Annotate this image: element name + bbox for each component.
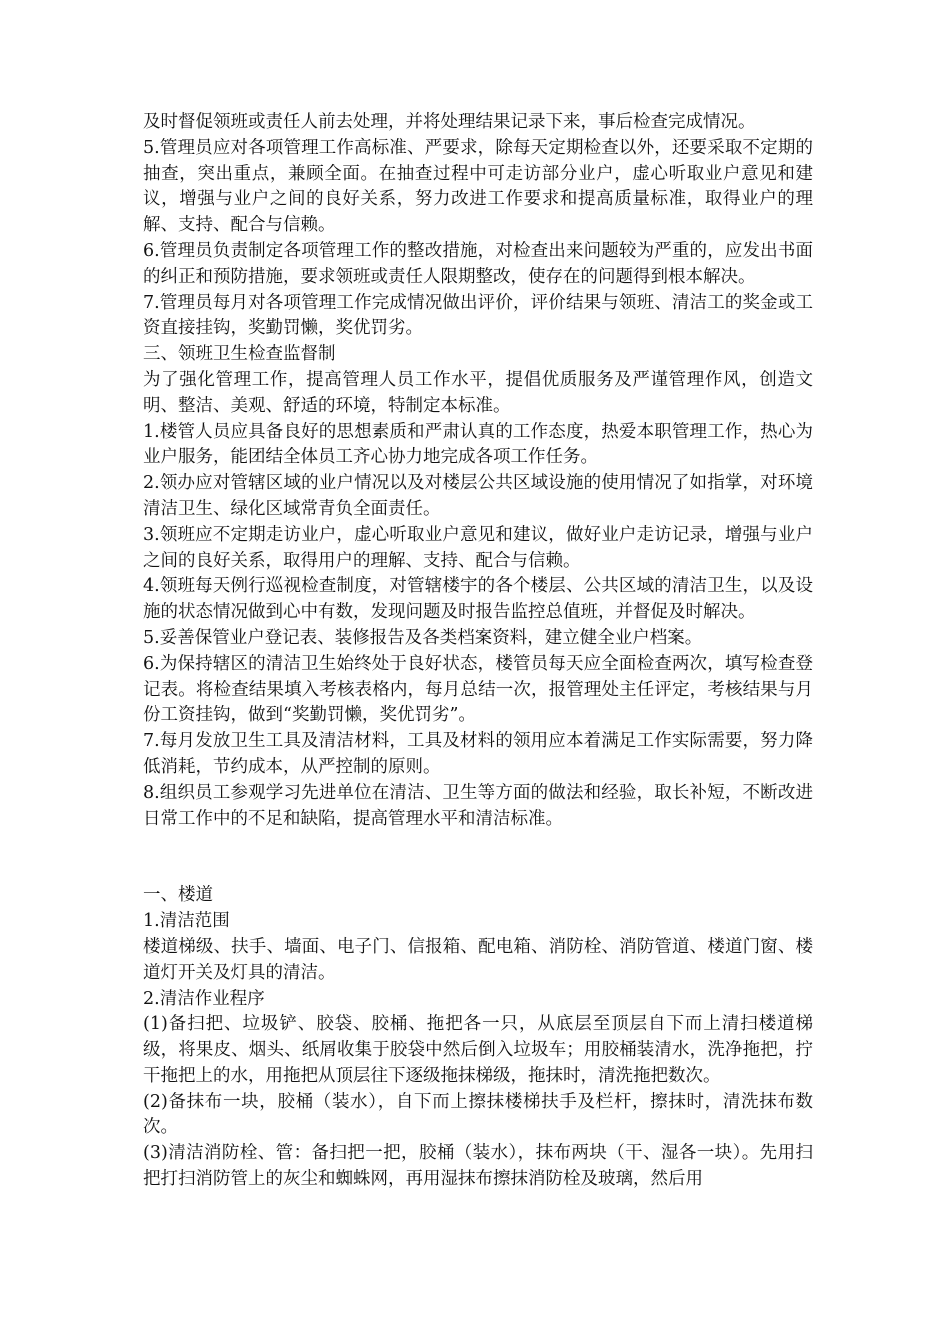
subheading: 2.清洁作业程序 xyxy=(143,988,265,1009)
paragraph: 楼道梯级、扶手、墙面、电子门、信报箱、配电箱、消防栓、消防管道、楼道门窗、楼道灯开关及灯具的清洁。 xyxy=(143,936,813,983)
paragraph: 及时督促领班或责任人前去处理，并将处理结果记录下来，事后检查完成情况。 xyxy=(143,112,756,132)
section-heading: 一、楼道 xyxy=(143,885,213,906)
paragraph: 8.组织员工参观学习先进单位在清洁、卫生等方面的做法和经验，取长补短，不断改进日常工作中的不足和缺陷，提高管理水平和清洁标准。 xyxy=(143,782,813,829)
paragraph: 4.领班每天例行巡视检查制度，对管辖楼宇的各个楼层、公共区域的清洁卫生，以及设施的状态情况做到心中有数，发现问题及时报告监控总值班，并督促及时解决。 xyxy=(143,576,813,623)
paragraph: 2.领办应对管辖区域的业户情况以及对楼层公共区域设施的使用情况了如指掌，对环境清洁卫生、绿化区域常青负全面责任。 xyxy=(143,473,813,519)
paragraph: 为了强化管理工作，提高管理人员工作水平，提倡优质服务及严谨管理作风，创造文明、整洁、美观、舒适的环境，特制定本标准。 xyxy=(143,369,813,416)
blank-line-spacer xyxy=(143,832,813,883)
paragraph: (3)清洁消防栓、管：备扫把一把，胶桶（装水），抹布两块（干、湿各一块）。先用扫把打扫消防管上的灰尘和蜘蛛网，再用湿抹布擦抹消防栓及玻璃，然后用 xyxy=(143,1143,813,1190)
subheading: 1.清洁范围 xyxy=(143,911,230,932)
paragraph: 6.为保持辖区的清洁卫生始终处于良好状态，楼管员每天应全面检查两次，填写检查登记表。将检查结果填入考核表格内，每月总结一次，报管理处主任评定，考核结果与月份工资挂钩，做到“奖勤罚懒，奖优罚劣”。 xyxy=(143,653,813,726)
paragraph: 5.妥善保管业户登记表、装修报告及各类档案资料，建立健全业户档案。 xyxy=(143,627,703,648)
paragraph: 7.每月发放卫生工具及清洁材料，工具及材料的领用应本着满足工作实际需要，努力降低消耗，节约成本，从严控制的原则。 xyxy=(143,731,813,777)
paragraph: 7.管理员每月对各项管理工作完成情况做出评价，评价结果与领班、清洁工的奖金或工资直接挂钩，奖勤罚懒，奖优罚劣。 xyxy=(143,292,813,339)
paragraph: 5.管理员应对各项管理工作高标准、严要求，除每天定期检查以外，还要采取不定期的抽查，突出重点，兼顾全面。在抽查过程中可走访部分业户，虚心听取业户意见和建议，增强与业户之间的良好关系，努力改进工作要求和提高质量标准，取得业户的理解、支持、配合与信赖。 xyxy=(143,137,813,236)
section-heading: 三、领班卫生检查监督制 xyxy=(143,344,336,365)
paragraph: 3.领班应不定期走访业户，虚心听取业户意见和建议，做好业户走访记录，增强与业户之间的良好关系，取得用户的理解、支持、配合与信赖。 xyxy=(143,524,813,571)
document-page xyxy=(143,110,813,1193)
paragraph: (2)备抹布一块，胶桶（装水），自下而上擦抹楼梯扶手及栏杆，擦抹时，清洗抹布数次。 xyxy=(143,1091,813,1138)
paragraph: 1.楼管人员应具备良好的思想素质和严肃认真的工作态度，热爱本职管理工作，热心为业户服务，能团结全体员工齐心协力地完成各项工作任务。 xyxy=(143,421,813,468)
paragraph: 6.管理员负责制定各项管理工作的整改措施，对检查出来问题较为严重的，应发出书面的纠正和预防措施，要求领班或责任人限期整改，使存在的问题得到根本解决。 xyxy=(143,240,813,287)
paragraph: (1)备扫把、垃圾铲、胶袋、胶桶、拖把各一只，从底层至顶层自下而上清扫楼道梯级，将果皮、烟头、纸屑收集于胶袋中然后倒入垃圾车；用胶桶装清水，洗净拖把，拧干拖把上的水，用拖把从顶层往下逐级拖抹梯级，拖抹时，清洗拖把数次。 xyxy=(143,1014,813,1086)
